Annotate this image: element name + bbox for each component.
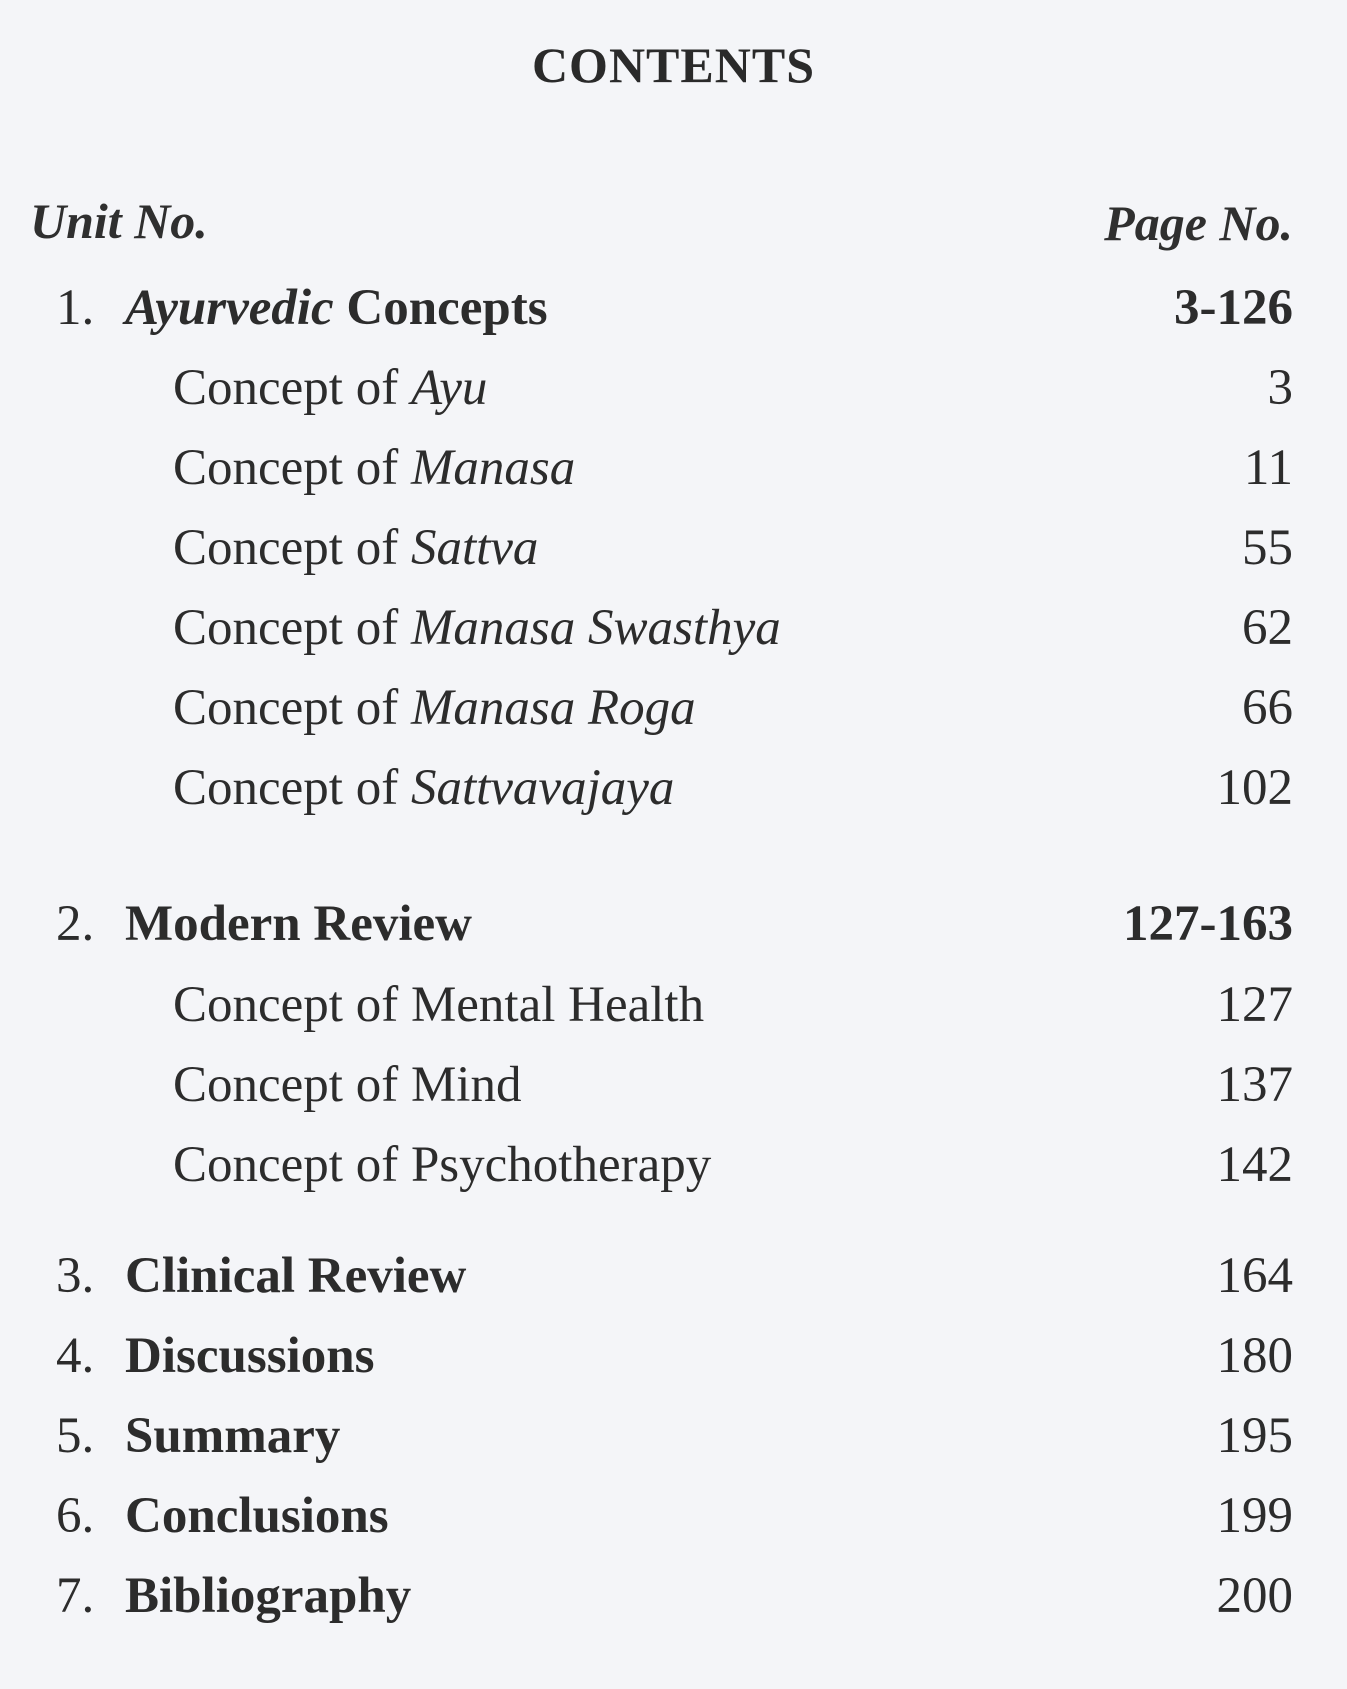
toc-unit-3[interactable] xyxy=(0,1244,1347,1308)
subsection-title: Concept of Psychotherapy xyxy=(173,1137,712,1193)
toc-subsection[interactable] xyxy=(0,596,1347,660)
subsection-title: Concept of Mind xyxy=(173,1057,522,1113)
toc-subsection[interactable] xyxy=(0,356,1347,420)
toc-unit-1[interactable] xyxy=(0,276,1347,340)
subsection-page: 11 xyxy=(1243,440,1293,496)
toc-unit-6[interactable] xyxy=(0,1484,1347,1548)
subsection-prefix: Concept of xyxy=(173,520,411,576)
subsection-title xyxy=(173,516,538,580)
subsection-page: 137 xyxy=(1216,1057,1293,1113)
subsection-page: 55 xyxy=(1242,520,1293,576)
toc-subsection[interactable] xyxy=(0,516,1347,580)
unit-number: 2. xyxy=(56,896,95,952)
unit-page: 180 xyxy=(1216,1328,1293,1384)
subsection-prefix: Concept of xyxy=(173,600,411,656)
subsection-term: Manasa xyxy=(410,440,576,496)
unit-page: 199 xyxy=(1216,1488,1293,1544)
subsection-page: 102 xyxy=(1216,760,1293,816)
subsection-page: 3 xyxy=(1267,360,1293,416)
unit-title-italic: Ayurvedic xyxy=(125,280,334,336)
toc-unit-7[interactable] xyxy=(0,1564,1347,1628)
unit-page: 200 xyxy=(1216,1568,1293,1624)
toc-subsection[interactable] xyxy=(0,1053,1347,1117)
unit-number: 4. xyxy=(56,1328,95,1384)
toc-unit-2[interactable] xyxy=(0,892,1347,956)
subsection-page: 62 xyxy=(1242,600,1293,656)
subsection-term: Manasa Roga xyxy=(410,680,696,736)
subsection-page: 127 xyxy=(1216,977,1293,1033)
subsection-prefix: Concept of xyxy=(173,680,411,736)
toc-subsection[interactable] xyxy=(0,676,1347,740)
unit-page-range: 3-126 xyxy=(1174,280,1293,336)
subsection-prefix: Concept of xyxy=(173,760,411,816)
subsection-prefix: Concept of xyxy=(173,360,411,416)
unit-page: 195 xyxy=(1216,1408,1293,1464)
unit-number: 5. xyxy=(56,1408,95,1464)
subsection-page: 66 xyxy=(1242,680,1293,736)
toc-unit-4[interactable] xyxy=(0,1324,1347,1388)
toc-subsection[interactable] xyxy=(0,436,1347,500)
toc-subsection[interactable] xyxy=(0,973,1347,1037)
unit-number: 6. xyxy=(56,1488,95,1544)
unit-title: Conclusions xyxy=(125,1488,389,1544)
toc-subsection[interactable] xyxy=(0,756,1347,820)
subsection-title xyxy=(173,596,781,660)
page-no-header: Page No. xyxy=(1104,195,1293,251)
unit-title: Summary xyxy=(125,1408,341,1464)
unit-title xyxy=(125,276,548,340)
unit-number: 3. xyxy=(56,1248,95,1304)
subsection-term: Sattvavajaya xyxy=(410,760,675,816)
toc-subsection[interactable] xyxy=(0,1133,1347,1197)
unit-title: Modern Review xyxy=(125,896,472,952)
subsection-prefix: Concept of xyxy=(173,440,411,496)
toc-unit-5[interactable] xyxy=(0,1404,1347,1468)
unit-title: Bibliography xyxy=(125,1568,412,1624)
subsection-title xyxy=(173,356,487,420)
subsection-title xyxy=(173,756,674,820)
subsection-term: Manasa Swasthya xyxy=(410,600,781,656)
subsection-page: 142 xyxy=(1216,1137,1293,1193)
unit-page-range: 127-163 xyxy=(1123,896,1293,952)
subsection-term: Sattva xyxy=(410,520,539,576)
unit-page: 164 xyxy=(1216,1248,1293,1304)
page-title: CONTENTS xyxy=(531,37,816,93)
unit-number: 1. xyxy=(56,280,95,336)
subsection-title: Concept of Mental Health xyxy=(173,977,705,1033)
subsection-title xyxy=(173,676,696,740)
unit-title-rest: Concepts xyxy=(333,280,548,336)
unit-no-header: Unit No. xyxy=(30,193,208,249)
subsection-term: Ayu xyxy=(410,360,488,416)
subsection-title xyxy=(173,436,575,500)
unit-title: Clinical Review xyxy=(125,1248,467,1304)
unit-number: 7. xyxy=(56,1568,95,1624)
unit-title: Discussions xyxy=(125,1328,375,1384)
